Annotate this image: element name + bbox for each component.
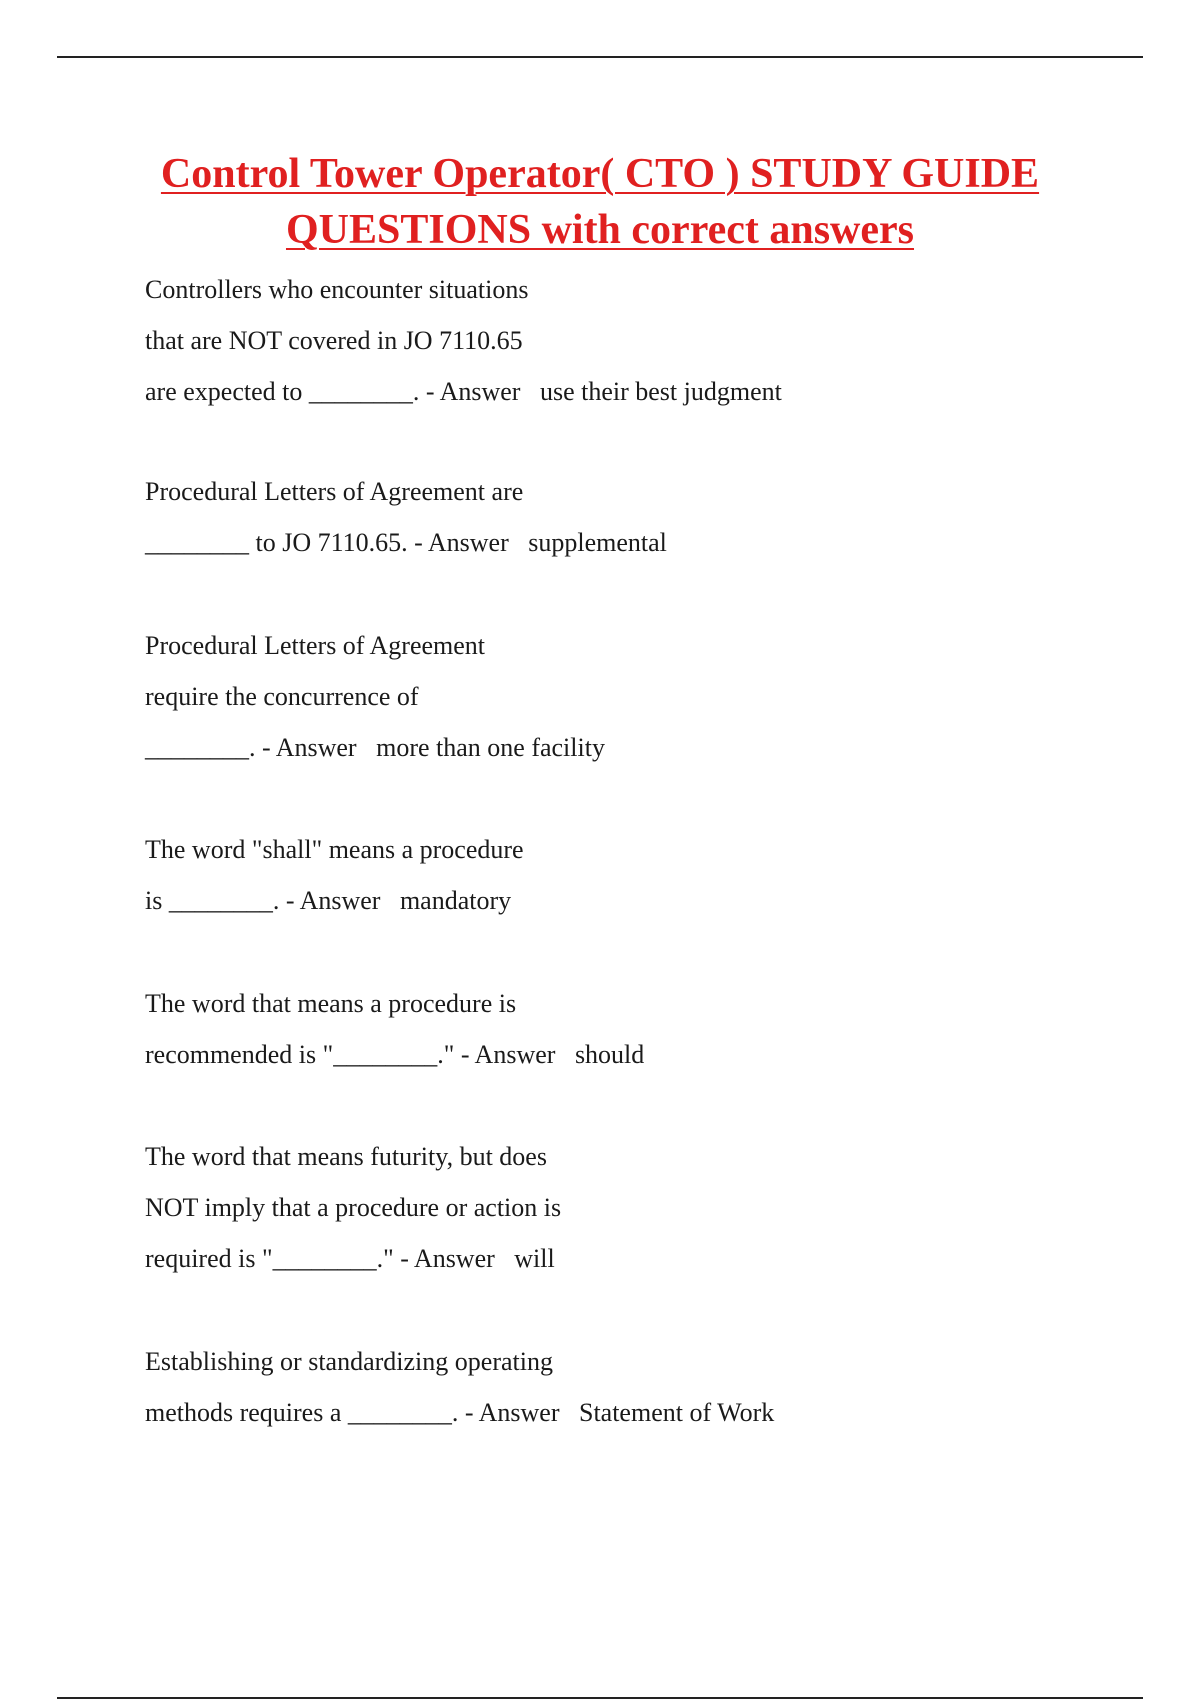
question-line: methods requires a ________. - Answer	[145, 1398, 560, 1427]
question-block	[145, 264, 1145, 417]
question-line: The word that means futurity, but does	[145, 1142, 547, 1171]
question-line: Establishing or standardizing operating	[145, 1347, 553, 1376]
question-block	[145, 1336, 1145, 1438]
question-block	[145, 1131, 1145, 1284]
top-rule	[57, 56, 1143, 58]
page-title	[100, 146, 1100, 258]
question-block	[145, 620, 1145, 773]
question-line: ________ to JO 7110.65. - Answer	[145, 528, 509, 557]
question-line: recommended is "________." - Answer	[145, 1040, 556, 1069]
question-line: The word that means a procedure is	[145, 989, 517, 1018]
question-line: that are NOT covered in JO 7110.65	[145, 326, 523, 355]
answer-text: mandatory	[399, 886, 512, 915]
answer-text: supplemental	[528, 528, 667, 557]
question-line: are expected to ________. - Answer	[145, 377, 521, 406]
question-line: Procedural Letters of Agreement	[145, 631, 486, 660]
title-line-1: Control Tower Operator( CTO ) STUDY GUIDE	[160, 151, 1040, 197]
question-line: NOT imply that a procedure or action is	[145, 1193, 562, 1222]
question-line: The word "shall" means a procedure	[145, 835, 524, 864]
bottom-rule	[57, 1697, 1143, 1699]
question-line: Controllers who encounter situations	[145, 275, 529, 304]
answer-text: more than one facility	[376, 733, 605, 762]
question-block	[145, 466, 1145, 568]
question-block	[145, 978, 1145, 1080]
answer-text: should	[574, 1040, 645, 1069]
question-line: required is "________." - Answer	[145, 1244, 495, 1273]
question-line: is ________. - Answer	[145, 886, 381, 915]
title-line-2: QUESTIONS with correct answers	[285, 207, 915, 253]
answer-text: use their best judgment	[539, 377, 782, 406]
question-line: Procedural Letters of Agreement are	[145, 477, 524, 506]
answer-text: will	[514, 1244, 555, 1273]
question-line: ________. - Answer	[145, 733, 357, 762]
question-line: require the concurrence of	[145, 682, 419, 711]
question-block	[145, 824, 1145, 926]
answer-text: Statement of Work	[578, 1398, 775, 1427]
